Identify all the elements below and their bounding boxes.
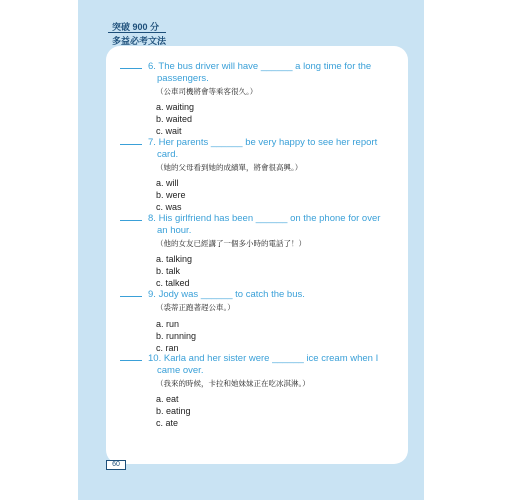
question-text: Karla and her sister were ______ ice cream when I xyxy=(163,353,379,364)
question-text-continued: an hour. xyxy=(157,225,192,236)
header-divider xyxy=(108,32,166,33)
option-a: a. eat xyxy=(156,394,179,404)
option-b: b. were xyxy=(156,190,186,200)
option-list xyxy=(120,253,400,289)
option-list xyxy=(120,101,400,137)
page-number: 60 xyxy=(106,460,126,470)
question-line xyxy=(120,136,400,149)
option-list xyxy=(120,177,400,213)
option-b: b. talk xyxy=(156,266,181,276)
option-c: c. talked xyxy=(156,278,190,288)
option-c: c. wait xyxy=(156,126,182,136)
question-translation: （公車司機將會等乘客很久。） xyxy=(156,87,258,96)
question-item xyxy=(120,288,400,354)
book-page xyxy=(78,0,424,500)
option-b: b. waited xyxy=(156,114,193,124)
question-number: 8. xyxy=(148,213,156,224)
book-title: 突破 900 分 xyxy=(112,22,160,32)
option-c: c. was xyxy=(156,202,182,212)
question-translation: （裘蒂正跑著趕公車。） xyxy=(156,303,235,312)
question-number: 7. xyxy=(148,137,156,148)
answer-blank[interactable] xyxy=(120,136,142,145)
answer-blank[interactable] xyxy=(120,212,142,221)
question-item xyxy=(120,212,400,289)
answer-blank[interactable] xyxy=(120,288,142,297)
answer-blank[interactable] xyxy=(120,352,142,361)
option-a: a. run xyxy=(156,319,180,329)
option-c: c. ate xyxy=(156,418,179,428)
option-a: a. talking xyxy=(156,254,193,264)
question-text: Jody was ______ to catch the bus. xyxy=(158,289,305,300)
question-item xyxy=(120,60,400,137)
question-line xyxy=(120,352,400,365)
question-number: 10. xyxy=(148,353,162,364)
question-item xyxy=(120,352,400,429)
question-line xyxy=(120,288,400,301)
option-c: c. ran xyxy=(156,343,179,353)
question-number: 6. xyxy=(148,61,156,72)
option-b: b. eating xyxy=(156,406,191,416)
question-item xyxy=(120,136,400,213)
answer-blank[interactable] xyxy=(120,60,142,69)
question-translation: （我來的時候，卡拉和她妹妹正在吃冰淇淋。） xyxy=(156,379,310,388)
option-a: a. will xyxy=(156,178,179,188)
question-number: 9. xyxy=(148,289,156,300)
question-translation: （他的女友已經講了一個多小時的電話了！） xyxy=(156,239,306,248)
question-text: The bus driver will have ______ a long time for the xyxy=(158,61,372,72)
option-list xyxy=(120,393,400,429)
question-text-continued: came over. xyxy=(157,365,204,376)
question-text-continued: passengers. xyxy=(157,73,209,84)
question-line xyxy=(120,212,400,225)
question-line xyxy=(120,60,400,73)
option-list xyxy=(120,318,400,354)
question-text: Her parents ______ be very happy to see her report xyxy=(158,137,378,148)
question-text-continued: card. xyxy=(157,149,179,160)
book-subtitle: 多益必考文法 xyxy=(112,36,167,46)
question-text: His girlfriend has been ______ on the phone for over xyxy=(158,213,381,224)
option-a: a. waiting xyxy=(156,102,195,112)
question-translation: （她的父母看到她的成績單，將會很高興。） xyxy=(156,163,303,172)
option-b: b. running xyxy=(156,331,197,341)
